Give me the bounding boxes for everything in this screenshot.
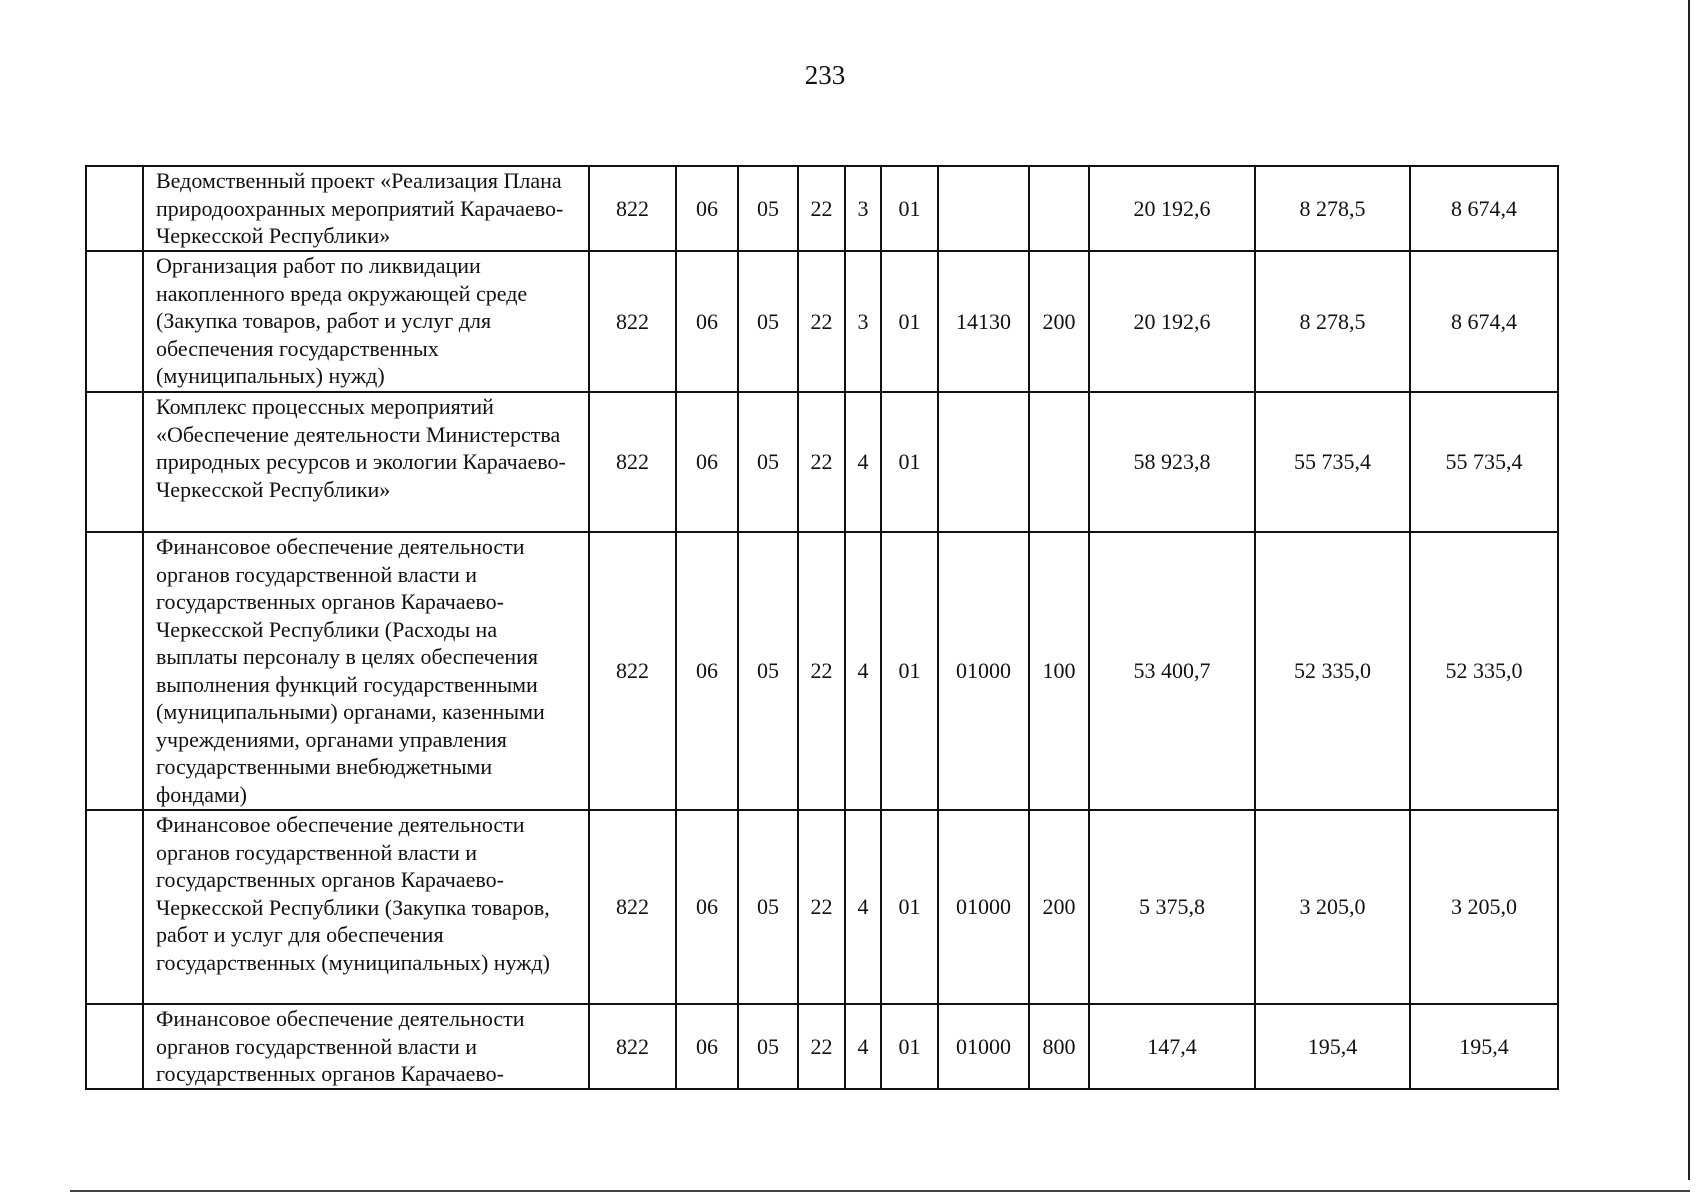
code-expense-type: 100 bbox=[1029, 532, 1089, 810]
amount-year-2: 195,4 bbox=[1255, 1004, 1410, 1089]
page-number: 233 bbox=[804, 60, 846, 90]
amount-year-1: 20 192,6 bbox=[1089, 166, 1255, 251]
amount-year-1: 53 400,7 bbox=[1089, 532, 1255, 810]
code-section: 06 bbox=[676, 1004, 738, 1089]
row-description: Организация работ по ликвидации накопленного вреда окружающей среде (Закупка товаров, работ и услуг для обеспечения государственных (муниципальных) нужд) bbox=[143, 251, 589, 392]
code-expense-type: 200 bbox=[1029, 810, 1089, 1004]
code-program: 22 bbox=[798, 532, 845, 810]
code-type: 4 bbox=[845, 532, 881, 810]
empty-index-cell bbox=[86, 1004, 143, 1089]
code-subsection: 05 bbox=[738, 532, 798, 810]
code-type: 3 bbox=[845, 251, 881, 392]
budget-table bbox=[85, 165, 1559, 1090]
empty-index-cell bbox=[86, 166, 143, 251]
code-ministry: 822 bbox=[589, 532, 676, 810]
code-project: 01 bbox=[881, 392, 938, 532]
amount-year-2: 8 278,5 bbox=[1255, 251, 1410, 392]
code-direction: 01000 bbox=[938, 810, 1029, 1004]
code-program: 22 bbox=[798, 166, 845, 251]
empty-index-cell bbox=[86, 251, 143, 392]
code-subsection: 05 bbox=[738, 1004, 798, 1089]
code-subsection: 05 bbox=[738, 392, 798, 532]
table-row bbox=[86, 392, 1558, 532]
amount-year-3: 3 205,0 bbox=[1410, 810, 1558, 1004]
code-program: 22 bbox=[798, 251, 845, 392]
row-description: Комплекс процессных мероприятий «Обеспечение деятельности Министерства природных ресурсов и экологии Карачаево-Черкесской Республики» bbox=[143, 392, 589, 532]
empty-index-cell bbox=[86, 810, 143, 1004]
amount-year-1: 5 375,8 bbox=[1089, 810, 1255, 1004]
row-description: Финансовое обеспечение деятельности органов государственной власти и государственных органов Карачаево-Черкесской Республики (Расходы на выплаты персоналу в целях обеспечения выполнения функций государственными (муниципальными) органами, казенными учреждениями, органами управления государственными внебюджетными фондами) bbox=[143, 532, 589, 810]
code-program: 22 bbox=[798, 810, 845, 1004]
empty-index-cell bbox=[86, 392, 143, 532]
code-section: 06 bbox=[676, 392, 738, 532]
code-ministry: 822 bbox=[589, 166, 676, 251]
row-description: Финансовое обеспечение деятельности органов государственной власти и государственных органов Карачаево-Черкесской Республики (Закупка товаров, работ и услуг для обеспечения государственных (муниципальных) нужд) bbox=[143, 810, 589, 1004]
table-row bbox=[86, 166, 1558, 251]
amount-year-3: 55 735,4 bbox=[1410, 392, 1558, 532]
table-row bbox=[86, 532, 1558, 810]
empty-index-cell bbox=[86, 532, 143, 810]
amount-year-2: 8 278,5 bbox=[1255, 166, 1410, 251]
table-row bbox=[86, 251, 1558, 392]
amount-year-2: 3 205,0 bbox=[1255, 810, 1410, 1004]
code-section: 06 bbox=[676, 251, 738, 392]
code-subsection: 05 bbox=[738, 166, 798, 251]
code-project: 01 bbox=[881, 166, 938, 251]
code-direction: 01000 bbox=[938, 1004, 1029, 1089]
code-section: 06 bbox=[676, 166, 738, 251]
scan-edge-bottom bbox=[70, 1190, 1690, 1192]
amount-year-1: 147,4 bbox=[1089, 1004, 1255, 1089]
code-project: 01 bbox=[881, 251, 938, 392]
code-type: 3 bbox=[845, 166, 881, 251]
code-direction: 14130 bbox=[938, 251, 1029, 392]
code-project: 01 bbox=[881, 532, 938, 810]
scan-edge-right bbox=[1688, 0, 1690, 1180]
code-type: 4 bbox=[845, 810, 881, 1004]
amount-year-2: 52 335,0 bbox=[1255, 532, 1410, 810]
amount-year-2: 55 735,4 bbox=[1255, 392, 1410, 532]
code-direction bbox=[938, 392, 1029, 532]
code-ministry: 822 bbox=[589, 810, 676, 1004]
code-section: 06 bbox=[676, 810, 738, 1004]
amount-year-1: 58 923,8 bbox=[1089, 392, 1255, 532]
code-section: 06 bbox=[676, 532, 738, 810]
code-project: 01 bbox=[881, 1004, 938, 1089]
code-subsection: 05 bbox=[738, 810, 798, 1004]
code-ministry: 822 bbox=[589, 251, 676, 392]
code-expense-type: 800 bbox=[1029, 1004, 1089, 1089]
code-type: 4 bbox=[845, 1004, 881, 1089]
code-expense-type bbox=[1029, 166, 1089, 251]
table-row bbox=[86, 810, 1558, 1004]
code-program: 22 bbox=[798, 1004, 845, 1089]
code-ministry: 822 bbox=[589, 392, 676, 532]
code-program: 22 bbox=[798, 392, 845, 532]
amount-year-3: 195,4 bbox=[1410, 1004, 1558, 1089]
code-subsection: 05 bbox=[738, 251, 798, 392]
code-expense-type bbox=[1029, 392, 1089, 532]
row-description: Ведомственный проект «Реализация Плана природоохранных мероприятий Карачаево-Черкесской Республики» bbox=[143, 166, 589, 251]
code-direction: 01000 bbox=[938, 532, 1029, 810]
code-ministry: 822 bbox=[589, 1004, 676, 1089]
code-type: 4 bbox=[845, 392, 881, 532]
code-direction bbox=[938, 166, 1029, 251]
code-project: 01 bbox=[881, 810, 938, 1004]
amount-year-3: 8 674,4 bbox=[1410, 251, 1558, 392]
amount-year-3: 52 335,0 bbox=[1410, 532, 1558, 810]
amount-year-3: 8 674,4 bbox=[1410, 166, 1558, 251]
amount-year-1: 20 192,6 bbox=[1089, 251, 1255, 392]
code-expense-type: 200 bbox=[1029, 251, 1089, 392]
row-description: Финансовое обеспечение деятельности органов государственной власти и государственных органов Карачаево- bbox=[143, 1004, 589, 1089]
table-row bbox=[86, 1004, 1558, 1089]
